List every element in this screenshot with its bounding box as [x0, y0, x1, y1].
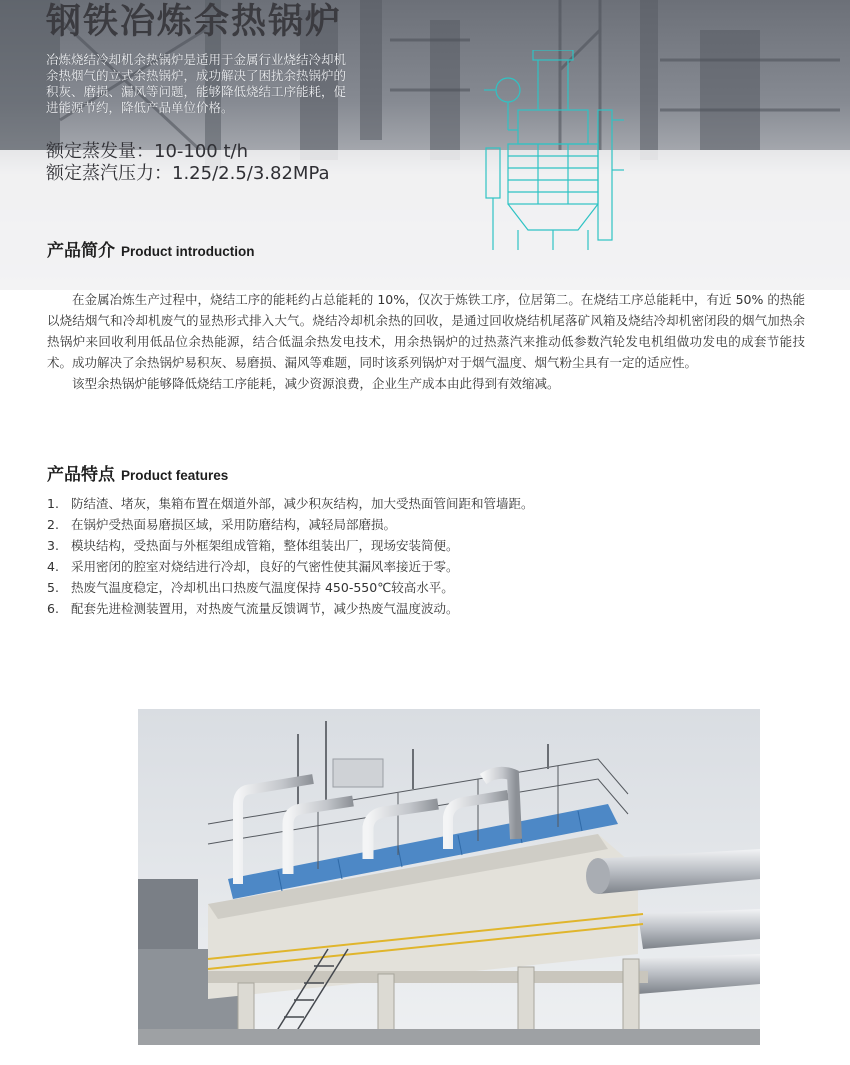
list-item — [47, 535, 534, 556]
feature-text: 热废气温度稳定，冷却机出口热废气温度保持 450-550℃较高水平。 — [71, 580, 454, 595]
list-item — [47, 514, 534, 535]
intro-paragraph: 该型余热锅炉能够降低烧结工序能耗，减少资源浪费，企业生产成本由此得到有效缩减。 — [72, 376, 560, 391]
intro-title-en: Product introduction — [121, 244, 255, 259]
feature-text: 模块结构，受热面与外框架组成管箱，整体组装出厂，现场安装简便。 — [71, 538, 459, 553]
features-title-zh: 产品特点 — [47, 465, 115, 485]
page-title: 钢铁冶炼余热锅炉 — [46, 2, 343, 42]
intro-title-zh: 产品简介 — [47, 241, 115, 261]
list-item — [47, 493, 534, 514]
feature-number: 1. — [47, 496, 59, 511]
intro-section-title — [47, 234, 254, 262]
list-item — [47, 598, 534, 619]
boiler-installation-photo — [138, 709, 760, 1045]
list-item — [47, 556, 534, 577]
spec-steam-output: 额定蒸发量：10-100 t/h — [46, 141, 249, 162]
feature-text: 防结渣、堵灰，集箱布置在烟道外部，减少积灰结构，加大受热面管间距和管墙距。 — [71, 496, 534, 511]
feature-number: 4. — [47, 559, 59, 574]
features-title-en: Product features — [121, 468, 229, 483]
features-section-title — [47, 458, 228, 486]
hero-description: 冶炼烧结冷却机余热锅炉是适用于金属行业烧结冷却机余热烟气的立式余热锅炉，成功解决了困扰余热锅炉的积灰、磨损、漏风等问题，能够降低烧结工序能耗，促进能源节约，降低产品单位价格。 — [46, 52, 347, 115]
intro-body — [47, 289, 805, 394]
list-item — [47, 577, 534, 598]
boiler-technical-drawing-icon — [478, 50, 628, 255]
feature-number: 5. — [47, 580, 59, 595]
feature-text: 在锅炉受热面易磨损区域，采用防磨结构，减轻局部磨损。 — [71, 517, 397, 532]
feature-text: 采用密闭的腔室对烧结进行冷却，良好的气密性使其漏风率接近于零。 — [71, 559, 459, 574]
intro-paragraph: 在金属冶炼生产过程中，烧结工序的能耗约占总能耗的 10%，仅次于炼铁工序，位居第二。在烧结工序总能耗中，有近 50% 的热能以烧结烟气和冷却机废气的显热形式排入大气。烧结冷却机余热的回收，是通过回收烧结机尾落矿风箱及烧结冷却机密闭段的烟气加热余热锅炉来回收利用低品位余热能源，结合低温余热发电技术，用余热锅炉的过热蒸汽来推动低参数汽轮发电机组做功发电的成套节能技术。成功解决了余热锅炉易积灰、易磨损、漏风等难题，同时该系列锅炉对于烟气温度、烟气粉尘具有一定的适应性。 — [47, 292, 805, 370]
feature-number: 2. — [47, 517, 59, 532]
feature-text: 配套先进检测装置用，对热废气流量反馈调节，减少热废气温度波动。 — [71, 601, 459, 616]
feature-number: 3. — [47, 538, 59, 553]
feature-list — [47, 493, 534, 619]
spec-steam-pressure: 额定蒸汽压力：1.25/2.5/3.82MPa — [46, 163, 330, 184]
feature-number: 6. — [47, 601, 59, 616]
